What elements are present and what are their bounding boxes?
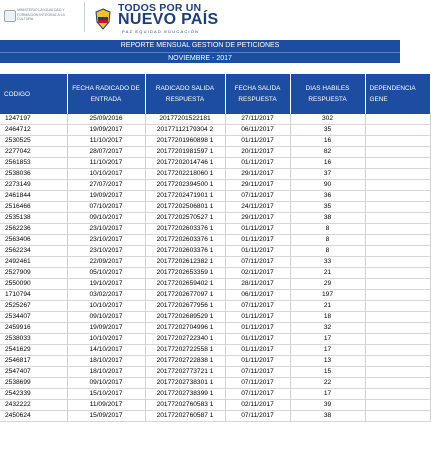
cell-fecha-radicado: 19/10/2017	[67, 279, 145, 290]
table-row	[0, 235, 430, 246]
cell-dependencia	[365, 367, 430, 378]
cell-codigo: 2547407	[0, 367, 67, 378]
cell-codigo: 2277042	[0, 147, 67, 158]
cell-dependencia	[365, 378, 430, 389]
cell-codigo: 2538699	[0, 378, 67, 389]
cell-dependencia	[365, 323, 430, 334]
cell-codigo: 2550090	[0, 279, 67, 290]
cell-radicado-salida: 20177201960898 1	[145, 136, 225, 147]
cell-codigo: 2542339	[0, 389, 67, 400]
cell-fecha-radicado: 15/09/2017	[67, 411, 145, 422]
cell-fecha-salida: 20/11/2017	[225, 147, 290, 158]
cell-fecha-salida: 01/11/2017	[225, 246, 290, 257]
cell-codigo: 2538036	[0, 169, 67, 180]
cell-fecha-radicado: 27/07/2017	[67, 180, 145, 191]
cell-dependencia	[365, 202, 430, 213]
cell-codigo: 2535138	[0, 213, 67, 224]
table-header-row	[0, 74, 430, 114]
cell-fecha-radicado: 05/10/2017	[67, 268, 145, 279]
cell-dias-habiles: 8	[290, 246, 365, 257]
cell-radicado-salida: 20177202677956 1	[145, 301, 225, 312]
header-fecha-radicado: FECHA RADICADO DE ENTRADA	[67, 74, 145, 114]
cell-fecha-radicado: 10/10/2017	[67, 334, 145, 345]
cell-codigo: 2432222	[0, 400, 67, 411]
table-row	[0, 136, 430, 147]
cell-dependencia	[365, 389, 430, 400]
cell-radicado-salida: 20177202689529 1	[145, 312, 225, 323]
cell-dias-habiles: 302	[290, 114, 365, 125]
cell-dependencia	[365, 147, 430, 158]
cell-fecha-radicado: 15/10/2017	[67, 389, 145, 400]
cell-fecha-salida: 07/11/2017	[225, 191, 290, 202]
ministry-logo-text: MINISTERIO LA IGUALDAD Y FORMACION INTEGRAL A LA CULTURA	[17, 8, 65, 21]
cell-dias-habiles: 35	[290, 125, 365, 136]
cell-radicado-salida: 20177202760587 1	[145, 411, 225, 422]
cell-radicado-salida: 20177202773721 1	[145, 367, 225, 378]
cell-dias-habiles: 29	[290, 279, 365, 290]
cell-fecha-salida: 28/11/2017	[225, 279, 290, 290]
cell-fecha-salida: 01/11/2017	[225, 345, 290, 356]
table-row	[0, 213, 430, 224]
cell-fecha-radicado: 18/10/2017	[67, 367, 145, 378]
brand-top-text: TODOS POR UN	[118, 2, 202, 14]
cell-dias-habiles: 13	[290, 356, 365, 367]
header-codigo: CODIGO	[0, 74, 67, 114]
cell-fecha-radicado: 23/10/2017	[67, 224, 145, 235]
cell-codigo: 2538033	[0, 334, 67, 345]
cell-codigo: 2464712	[0, 125, 67, 136]
cell-fecha-radicado: 18/10/2017	[67, 356, 145, 367]
cell-radicado-salida: 20177202603376 1	[145, 246, 225, 257]
cell-codigo: 2527909	[0, 268, 67, 279]
cell-codigo: 2546817	[0, 356, 67, 367]
cell-fecha-radicado: 10/10/2017	[67, 169, 145, 180]
cell-radicado-salida: 20177202570527 1	[145, 213, 225, 224]
cell-codigo: 2273149	[0, 180, 67, 191]
cell-dias-habiles: 8	[290, 235, 365, 246]
cell-radicado-salida: 20177112179304 2	[145, 125, 225, 136]
cell-codigo: 2459916	[0, 323, 67, 334]
table-row	[0, 301, 430, 312]
cell-fecha-radicado: 19/09/2017	[67, 323, 145, 334]
cell-dias-habiles: 16	[290, 136, 365, 147]
cell-fecha-salida: 07/11/2017	[225, 257, 290, 268]
cell-fecha-radicado: 11/10/2017	[67, 158, 145, 169]
header-dependencia: DEPENDENCIA GENE	[365, 74, 430, 114]
cell-dias-habiles: 17	[290, 389, 365, 400]
cell-radicado-salida: 20177202603376 1	[145, 224, 225, 235]
table-row	[0, 411, 430, 422]
cell-dias-habiles: 22	[290, 378, 365, 389]
cell-dependencia	[365, 301, 430, 312]
table-row	[0, 180, 430, 191]
cell-fecha-salida: 01/11/2017	[225, 136, 290, 147]
cell-dias-habiles: 18	[290, 312, 365, 323]
cell-fecha-salida: 06/11/2017	[225, 290, 290, 301]
cell-codigo: 2562236	[0, 224, 67, 235]
table-row	[0, 279, 430, 290]
cell-dependencia	[365, 290, 430, 301]
cell-fecha-salida: 07/11/2017	[225, 367, 290, 378]
cell-fecha-radicado: 14/10/2017	[67, 345, 145, 356]
cell-radicado-salida: 20177202014746 1	[145, 158, 225, 169]
cell-fecha-salida: 24/11/2017	[225, 202, 290, 213]
table-row	[0, 312, 430, 323]
cell-fecha-radicado: 09/10/2017	[67, 312, 145, 323]
cell-fecha-salida: 01/11/2017	[225, 235, 290, 246]
cell-dias-habiles: 15	[290, 367, 365, 378]
table-row	[0, 114, 430, 125]
cell-codigo: 1247197	[0, 114, 67, 125]
table-body	[0, 114, 430, 422]
cell-radicado-salida: 20177202738399 1	[145, 389, 225, 400]
cell-dias-habiles: 90	[290, 180, 365, 191]
cell-dependencia	[365, 279, 430, 290]
brand-main-text: NUEVO PAÍS	[118, 11, 219, 28]
table-row	[0, 389, 430, 400]
cell-fecha-radicado: 03/02/2017	[67, 290, 145, 301]
cell-radicado-salida: 20177202612382 1	[145, 257, 225, 268]
cell-radicado-salida: 20177202722558 1	[145, 345, 225, 356]
cell-dias-habiles: 35	[290, 202, 365, 213]
cell-fecha-radicado: 09/10/2017	[67, 378, 145, 389]
cell-dias-habiles: 33	[290, 257, 365, 268]
cell-radicado-salida: 20177202394500 1	[145, 180, 225, 191]
report-period: NOVIEMBRE - 2017	[0, 52, 400, 63]
cell-fecha-salida: 29/11/2017	[225, 180, 290, 191]
cell-fecha-radicado: 11/09/2017	[67, 400, 145, 411]
cell-fecha-salida: 07/11/2017	[225, 389, 290, 400]
cell-fecha-salida: 01/11/2017	[225, 334, 290, 345]
cell-dias-habiles: 82	[290, 147, 365, 158]
cell-dependencia	[365, 411, 430, 422]
cell-fecha-radicado: 09/10/2017	[67, 213, 145, 224]
cell-radicado-salida: 20177202760583 1	[145, 400, 225, 411]
cell-dependencia	[365, 158, 430, 169]
cell-dias-habiles: 17	[290, 345, 365, 356]
cell-radicado-salida: 20177201981597 1	[145, 147, 225, 158]
table-row	[0, 400, 430, 411]
header-radicado-salida: RADICADO SALIDA RESPUESTA	[145, 74, 225, 114]
cell-radicado-salida: 20177202471901 1	[145, 191, 225, 202]
cell-fecha-radicado: 10/10/2017	[67, 301, 145, 312]
header-dias-habiles: DIAS HABILES RESPUESTA	[290, 74, 365, 114]
cell-codigo: 2534407	[0, 312, 67, 323]
cell-dependencia	[365, 312, 430, 323]
cell-dependencia	[365, 235, 430, 246]
cell-fecha-salida: 07/11/2017	[225, 378, 290, 389]
cell-fecha-salida: 02/11/2017	[225, 400, 290, 411]
cell-fecha-salida: 29/11/2017	[225, 213, 290, 224]
cell-fecha-salida: 02/11/2017	[225, 268, 290, 279]
table-row	[0, 169, 430, 180]
cell-radicado-salida: 20177202704996 1	[145, 323, 225, 334]
cell-dias-habiles: 39	[290, 400, 365, 411]
cell-dependencia	[365, 191, 430, 202]
table-row	[0, 290, 430, 301]
cell-radicado-salida: 20177202722838 1	[145, 356, 225, 367]
cell-dias-habiles: 21	[290, 268, 365, 279]
shield-icon	[94, 8, 112, 30]
cell-fecha-salida: 29/11/2017	[225, 169, 290, 180]
cell-fecha-salida: 06/11/2017	[225, 125, 290, 136]
cell-dias-habiles: 32	[290, 323, 365, 334]
cell-dependencia	[365, 257, 430, 268]
cell-dias-habiles: 38	[290, 411, 365, 422]
cell-fecha-salida: 07/11/2017	[225, 301, 290, 312]
table-row	[0, 224, 430, 235]
cell-codigo: 2516466	[0, 202, 67, 213]
cell-dependencia	[365, 268, 430, 279]
cell-fecha-radicado: 23/10/2017	[67, 246, 145, 257]
cell-radicado-salida: 20177202218060 1	[145, 169, 225, 180]
cell-codigo: 1710794	[0, 290, 67, 301]
table-row	[0, 158, 430, 169]
cell-fecha-radicado: 19/09/2017	[67, 191, 145, 202]
cell-fecha-salida: 01/11/2017	[225, 224, 290, 235]
cell-fecha-salida: 07/11/2017	[225, 411, 290, 422]
cell-dias-habiles: 36	[290, 191, 365, 202]
table-row	[0, 257, 430, 268]
cell-dias-habiles: 37	[290, 169, 365, 180]
table-row	[0, 191, 430, 202]
report-title: REPORTE MENSUAL GESTION DE PETICIONES	[0, 40, 400, 52]
cell-codigo: 2461844	[0, 191, 67, 202]
cell-dependencia	[365, 169, 430, 180]
table-row	[0, 202, 430, 213]
cell-dependencia	[365, 213, 430, 224]
table-row	[0, 367, 430, 378]
cell-radicado-salida: 20177202653359 1	[145, 268, 225, 279]
cell-fecha-salida: 27/11/2017	[225, 114, 290, 125]
cell-codigo: 2450624	[0, 411, 67, 422]
ministry-emblem-icon	[4, 10, 16, 22]
cell-fecha-radicado: 19/09/2017	[67, 125, 145, 136]
logo-divider	[84, 2, 85, 32]
cell-codigo: 2562234	[0, 246, 67, 257]
table-row	[0, 356, 430, 367]
table-row	[0, 268, 430, 279]
cell-dependencia	[365, 246, 430, 257]
cell-fecha-radicado: 22/09/2017	[67, 257, 145, 268]
cell-fecha-salida: 01/11/2017	[225, 312, 290, 323]
cell-radicado-salida: 20177202722340 1	[145, 334, 225, 345]
cell-codigo: 2561853	[0, 158, 67, 169]
cell-fecha-radicado: 23/10/2017	[67, 235, 145, 246]
cell-dependencia	[365, 224, 430, 235]
cell-dependencia	[365, 334, 430, 345]
table-row	[0, 125, 430, 136]
table-row	[0, 246, 430, 257]
cell-fecha-radicado: 11/10/2017	[67, 136, 145, 147]
cell-dias-habiles: 17	[290, 334, 365, 345]
table-row	[0, 345, 430, 356]
cell-radicado-salida: 20177202659402 1	[145, 279, 225, 290]
petitions-table	[0, 74, 431, 422]
cell-dependencia	[365, 114, 430, 125]
cell-dependencia	[365, 136, 430, 147]
ministry-logo	[4, 8, 72, 22]
cell-dias-habiles: 197	[290, 290, 365, 301]
table-row	[0, 378, 430, 389]
cell-dependencia	[365, 345, 430, 356]
header-fecha-salida: FECHA SALIDA RESPUESTA	[225, 74, 290, 114]
table-row	[0, 147, 430, 158]
cell-radicado-salida: 20177202506801 1	[145, 202, 225, 213]
cell-codigo: 2492461	[0, 257, 67, 268]
table-row	[0, 334, 430, 345]
cell-codigo: 2525267	[0, 301, 67, 312]
cell-dependencia	[365, 356, 430, 367]
cell-dependencia	[365, 125, 430, 136]
cell-codigo: 2541629	[0, 345, 67, 356]
cell-radicado-salida: 20177202603376 1	[145, 235, 225, 246]
cell-radicado-salida: 20177202677097 1	[145, 290, 225, 301]
header-logos	[0, 0, 400, 38]
cell-codigo: 2563406	[0, 235, 67, 246]
cell-fecha-salida: 01/11/2017	[225, 323, 290, 334]
cell-dias-habiles: 8	[290, 224, 365, 235]
brand-logo	[94, 2, 244, 36]
cell-fecha-radicado: 28/07/2017	[67, 147, 145, 158]
brand-sub-text: PAZ EQUIDAD EDUCACIÓN	[122, 29, 200, 34]
cell-fecha-radicado: 25/09/2016	[67, 114, 145, 125]
cell-fecha-radicado: 07/10/2017	[67, 202, 145, 213]
cell-dependencia	[365, 400, 430, 411]
cell-dias-habiles: 16	[290, 158, 365, 169]
cell-codigo: 2530525	[0, 136, 67, 147]
table-row	[0, 323, 430, 334]
cell-dependencia	[365, 180, 430, 191]
cell-radicado-salida: 20177201522181	[145, 114, 225, 125]
cell-radicado-salida: 20177202738301 1	[145, 378, 225, 389]
cell-dias-habiles: 21	[290, 301, 365, 312]
cell-dias-habiles: 38	[290, 213, 365, 224]
cell-fecha-salida: 01/11/2017	[225, 158, 290, 169]
cell-fecha-salida: 01/11/2017	[225, 356, 290, 367]
